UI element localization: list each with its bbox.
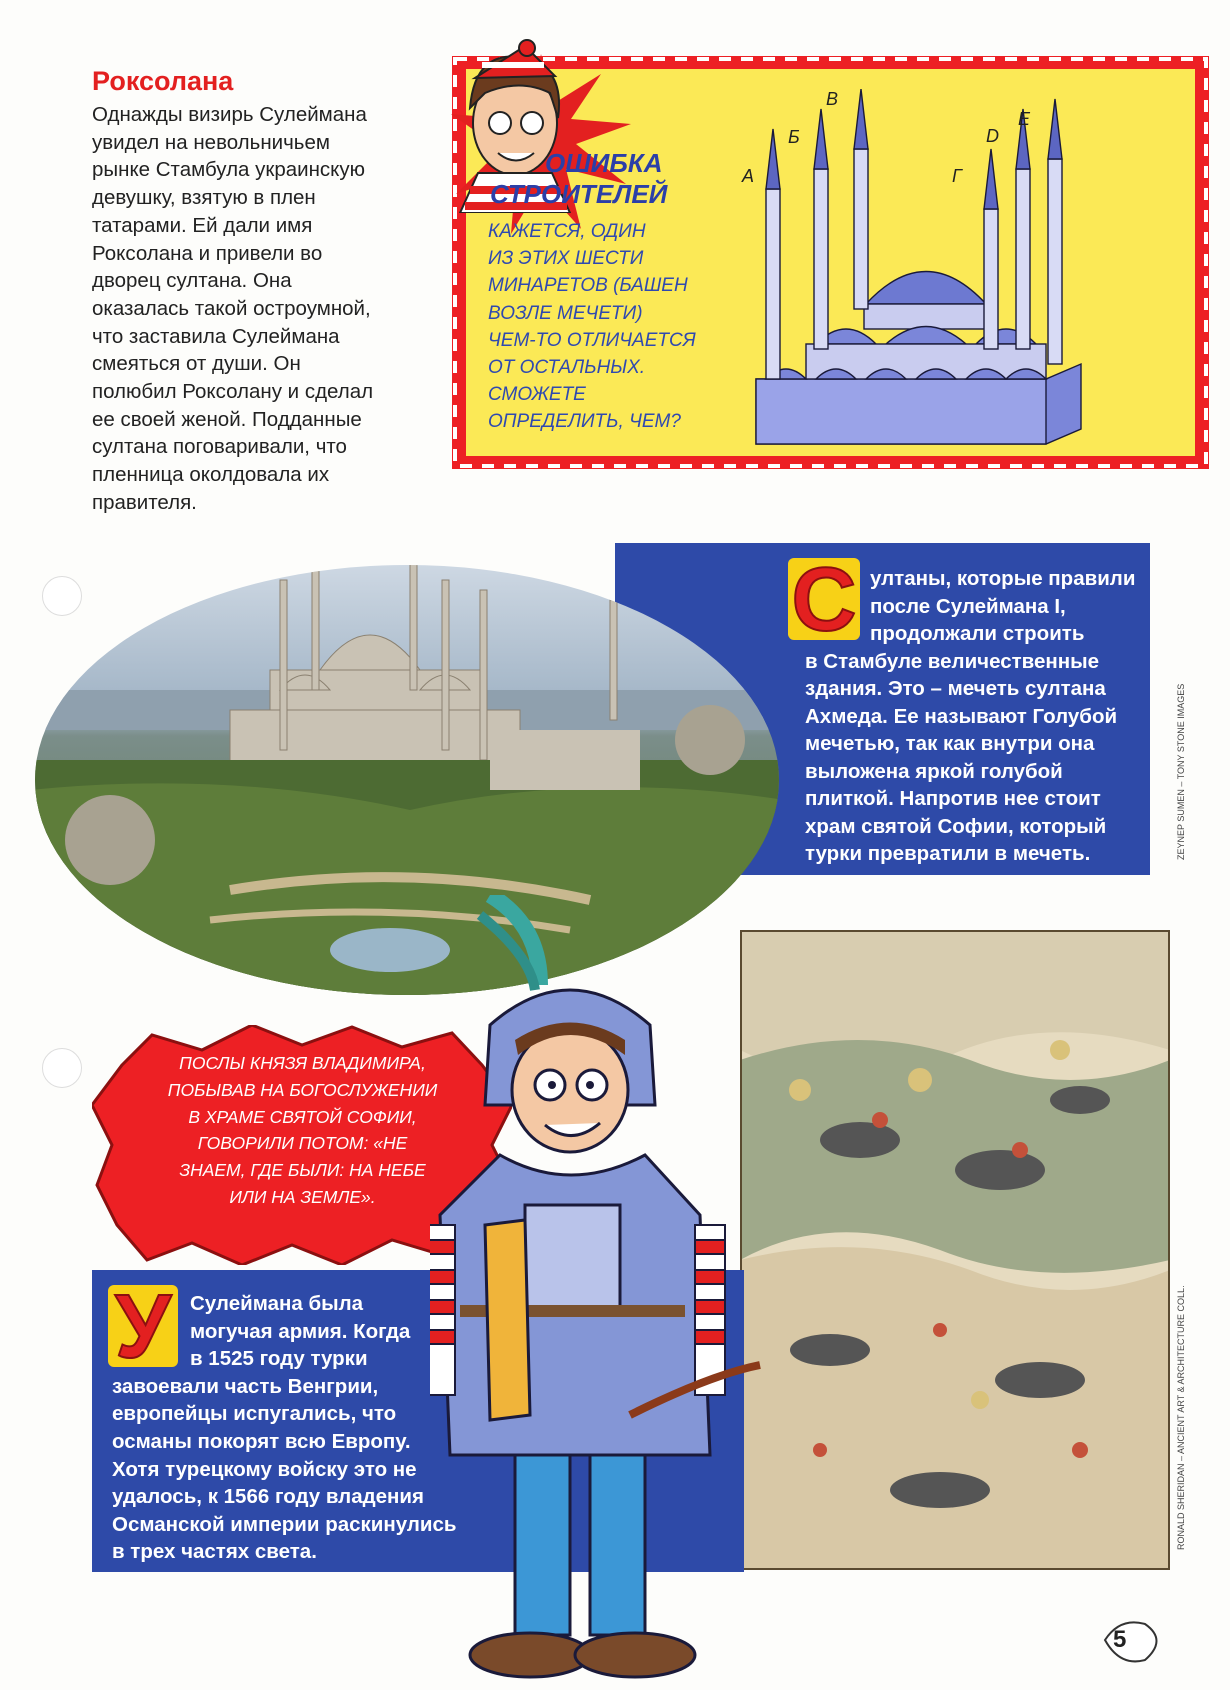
text-line: рынке Стамбула украинскую (92, 158, 365, 182)
text-line: Сулеймана была (190, 1292, 364, 1315)
text-line: пленница околдовала их (92, 463, 330, 487)
binder-hole (42, 1048, 82, 1088)
text-line: ИЛИ НА ЗЕМЛЕ». (229, 1186, 376, 1207)
text-line: султана поговаривали, что (92, 435, 347, 459)
text-line: оказалась такой остроумной, (92, 296, 371, 320)
miniature-credit: RONALD SHERIDAN – ANCIENT ART & ARCHITECTURE COLL. (1176, 1285, 1186, 1550)
puzzle-title (490, 148, 668, 210)
text-line: Ахмеда. Ее называют Голубой (805, 704, 1118, 728)
minaret-label: Е (1018, 109, 1031, 129)
text-line: продолжали строить (870, 622, 1085, 645)
text-line: храм святой Софии, который (805, 814, 1107, 838)
dropcap-letter: У (115, 1285, 171, 1367)
sultans-text (805, 565, 1135, 868)
text-line: правителя. (92, 490, 197, 514)
binder-hole (42, 576, 82, 616)
text-line: в 1525 году турки (190, 1347, 368, 1371)
text-line: ПОСЛЫ КНЯЗЯ ВЛАДИМИРА, (179, 1053, 426, 1073)
text-line: дворец султана. Она (92, 269, 292, 293)
text-line: ГОВОРИЛИ ПОТОМ: «НЕ (197, 1133, 408, 1154)
text-line: ИЗ ЭТИХ ШЕСТИ (488, 248, 644, 270)
text-line: татарами. Ей дали имя (92, 213, 313, 237)
text-line: КАЖЕТСЯ, ОДИН (488, 221, 646, 242)
text-line: ВОЗЛЕ МЕЧЕТИ) (488, 302, 643, 324)
text-line: в трех частях света. (112, 1540, 317, 1564)
text-line: Хотя турецкому войску это не (112, 1457, 417, 1481)
page-number: 5 (1113, 1626, 1127, 1653)
minaret-label: Г (952, 166, 962, 186)
text-line: ОПРЕДЕЛИТЬ, ЧЕМ? (488, 411, 681, 433)
text-line: плиткой. Напротив нее стоит (805, 787, 1101, 810)
text-line: ПОБЫВАВ НА БОГОСЛУЖЕНИИ (167, 1079, 438, 1100)
text-line: что заставила Сулеймана (92, 324, 340, 348)
text-line: Роксолана и привели во (92, 241, 323, 265)
text-line: после Сулеймана I, (870, 594, 1066, 618)
text-line: османы покорят всю Европу. (112, 1429, 411, 1453)
text-line: ЧЕМ-ТО ОТЛИЧАЕТСЯ (488, 329, 696, 351)
minaret-label: А (742, 166, 755, 186)
text-line: могучая армия. Когда (190, 1319, 411, 1343)
text-line: мечетью, так как внутри она (805, 732, 1095, 755)
text-line: В ХРАМЕ СВЯТОЙ СОФИИ, (188, 1106, 417, 1127)
text-line: ЗНАЕМ, ГДЕ БЫЛИ: НА НЕБЕ (179, 1160, 426, 1181)
roksolana-title: Роксолана (92, 66, 234, 96)
text-line: Османской империи раскинулись (112, 1512, 457, 1536)
puzzle-question (488, 218, 696, 436)
text-line: удалось, к 1566 году владения (112, 1485, 424, 1509)
text-line: ОТ ОСТАЛЬНЫХ. (488, 357, 646, 379)
text-line: смеяться от души. Он (92, 352, 301, 376)
text-line: завоевали часть Венгрии, (112, 1374, 379, 1398)
page-number-badge (1090, 1612, 1170, 1668)
text-line: в Стамбуле величественные (805, 649, 1100, 673)
knight-waldo-illustration (430, 895, 870, 1685)
minaret-label: Б (788, 127, 800, 147)
text-line: выложена яркой голубой (805, 759, 1063, 783)
text-line: ее своей женой. Подданные (92, 407, 362, 431)
text-line: полюбил Роксолану и сделал (92, 380, 374, 404)
army-text (112, 1290, 457, 1566)
text-line: ултаны, которые правили (870, 567, 1136, 590)
text-line: здания. Это – мечеть султана (805, 677, 1106, 700)
title-line: СТРОИТЕЛЕЙ (490, 179, 668, 209)
photo-credit: ZEYNEP SUMEN – TONY STONE IMAGES (1176, 683, 1186, 860)
text-line: МИНАРЕТОВ (БАШЕН (488, 275, 688, 297)
dropcap-letter: С (791, 558, 857, 640)
text-line: увидел на невольничьем (92, 130, 330, 154)
minaret-label: В (826, 89, 839, 109)
text-line: Однажды визирь Сулеймана (92, 103, 367, 126)
minaret-label: D (986, 126, 999, 146)
text-line: СМОЖЕТЕ (488, 384, 586, 406)
title-line: ОШИБКА (545, 148, 663, 178)
text-line: европейцы испугались, что (112, 1402, 397, 1426)
text-line: турки превратили в мечеть. (805, 842, 1091, 865)
text-line: девушку, взятую в плен (92, 186, 316, 210)
roksolana-text (92, 101, 437, 517)
